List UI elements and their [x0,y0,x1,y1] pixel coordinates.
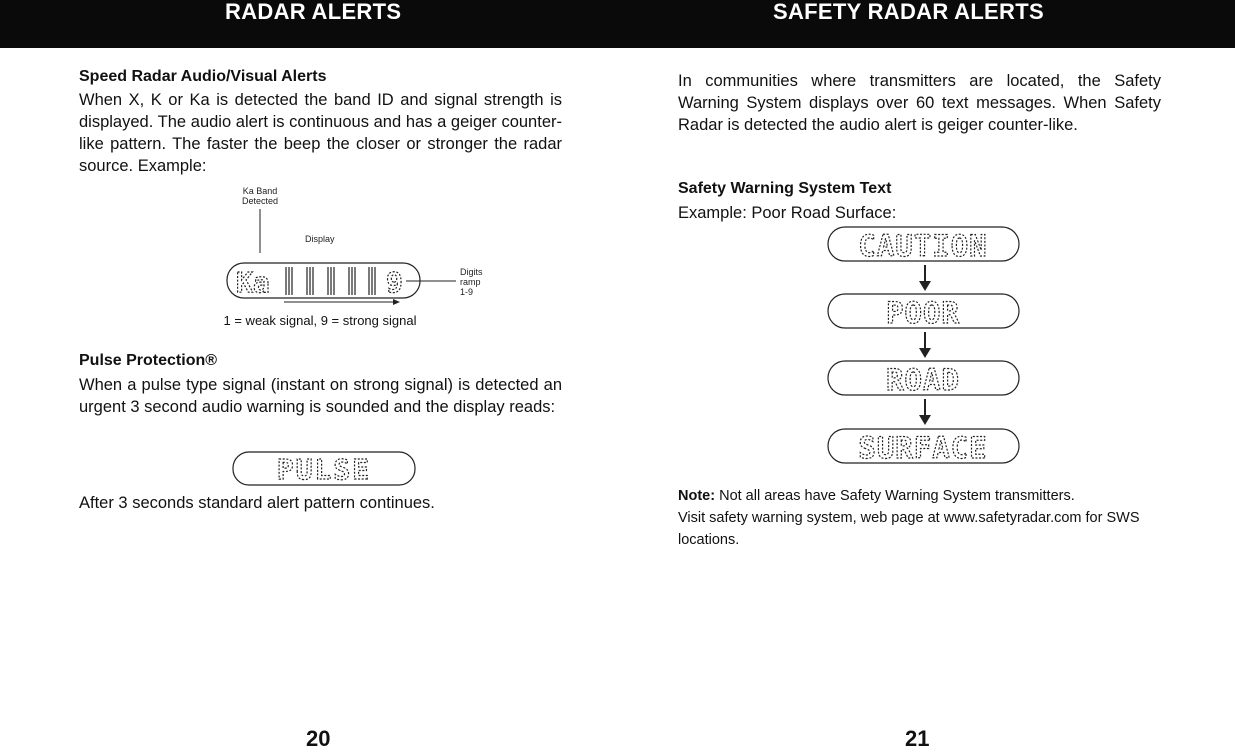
ramp-arrow-head [393,299,400,305]
after-pulse-text: After 3 seconds standard alert pattern continues. [79,494,435,512]
signal-caption: 1 = weak signal, 9 = strong signal [223,313,417,328]
page-number-left: 20 [306,726,331,751]
speed-radar-body: When X, K or Ka is detected the band ID and signal strength is displayed. The audio alert is continuous and has a geiger counter-like pattern. The faster the beep the closer or stronger the radar source. Example: [79,91,562,175]
poor-text: POOR [886,296,960,330]
speed-radar-heading: Speed Radar Audio/Visual Alerts [79,68,327,85]
left-page-title: RADAR ALERTS [225,0,402,24]
road-text: ROAD [886,363,960,397]
signal-bars [286,267,375,295]
display-label: Display [305,234,335,244]
range-label: 1-9 [460,287,474,297]
sws-text-heading: Safety Warning System Text [678,180,892,197]
surface-text: SURFACE [858,431,988,465]
detected-label: Detected [241,196,279,206]
page-number-right: 21 [905,726,930,751]
note-text: Not all areas have Safety Warning System transmitters. [719,488,1075,504]
sws-intro-text: In communities where transmitters are located, the Safety Warning System displays over 60 text messages. When Safety Radar is detected the audio alert is geiger counter-like. [678,72,1161,134]
ka-band-label: Ka Band [242,186,278,196]
ramp-label: ramp [460,277,481,287]
arrow-2-head [919,348,931,358]
pulse-protection-heading: Pulse Protection® [79,352,218,369]
right-page-title: SAFETY RADAR ALERTS [773,0,1044,24]
note-label: Note: [678,488,716,504]
signal-strength-diagram [200,183,500,333]
lcd-band-text: Ka [236,266,270,299]
arrow-1-head [919,281,931,291]
lcd-digit-text: 9 [386,266,403,299]
pulse-protection-body: When a pulse type signal (instant on strong signal) is detected an urgent 3 second audio warning is sounded and the display reads: [79,376,562,416]
pulse-lcd-text: PULSE [276,453,372,486]
arrow-3-head [919,415,931,425]
pulse-display-graphic [230,449,420,489]
header-bar [0,0,1235,48]
digits-label: Digits [460,267,483,277]
sws-message-sequence [825,225,1025,470]
sws-example-text: Example: Poor Road Surface: [678,204,897,222]
sws-note [678,485,1168,551]
note-line-2: Visit safety warning system, web page at www.safetyradar.com for SWS locations. [678,510,1140,548]
caution-text: CAUTION [858,229,988,263]
